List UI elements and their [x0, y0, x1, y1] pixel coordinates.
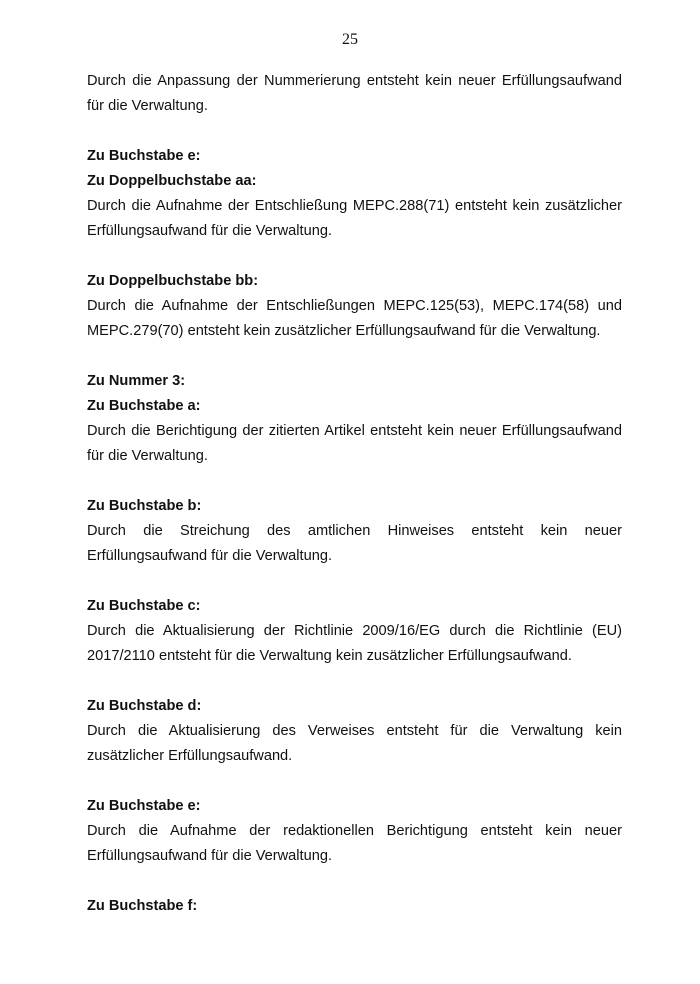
paragraph-spacer	[87, 669, 622, 694]
section-heading: Zu Buchstabe e:	[87, 148, 201, 164]
page-number: 25	[342, 31, 358, 48]
paragraph-spacer	[87, 769, 622, 794]
section-heading: Zu Buchstabe c:	[87, 598, 201, 614]
section-heading: Zu Buchstabe b:	[87, 498, 202, 514]
paragraph-spacer	[87, 469, 622, 494]
body-paragraph: Durch die Aufnahme der Entschließung MEPC.288(71) entsteht kein zusätzlicher Erfüllungsaufwand für die Verwaltung.	[87, 198, 622, 239]
section-heading: Zu Buchstabe a:	[87, 398, 201, 414]
body-paragraph: Durch die Aktualisierung des Verweises entsteht für die Verwaltung kein zusätzlicher Erfüllungsaufwand.	[87, 723, 622, 764]
section-heading: Zu Buchstabe e:	[87, 798, 201, 814]
body-paragraph: Durch die Aufnahme der redaktionellen Berichtigung entsteht kein neuer Erfüllungsaufwand für die Verwaltung.	[87, 823, 622, 864]
paragraph-spacer	[87, 569, 622, 594]
body-paragraph: Durch die Aktualisierung der Richtlinie 2009/16/EG durch die Richtlinie (EU) 2017/2110 entsteht für die Verwaltung kein zusätzlicher Erfüllungsaufwand.	[87, 623, 622, 664]
paragraph-spacer	[87, 869, 622, 894]
body-paragraph: Durch die Streichung des amtlichen Hinweises entsteht kein neuer Erfüllungsaufwand für die Verwaltung.	[87, 523, 622, 564]
paragraph-spacer	[87, 344, 622, 369]
section-heading: Zu Doppelbuchstabe aa:	[87, 173, 257, 189]
section-heading: Zu Doppelbuchstabe bb:	[87, 273, 259, 289]
section-heading: Zu Buchstabe f:	[87, 898, 198, 914]
paragraph-spacer	[87, 244, 622, 269]
section-heading: Zu Buchstabe d:	[87, 698, 202, 714]
section-heading: Zu Nummer 3:	[87, 373, 186, 389]
body-paragraph: Durch die Berichtigung der zitierten Artikel entsteht kein neuer Erfüllungsaufwand für die Verwaltung.	[87, 423, 622, 464]
body-paragraph: Durch die Aufnahme der Entschließungen MEPC.125(53), MEPC.174(58) und MEPC.279(70) entsteht kein zusätzlicher Erfüllungsaufwand für die Verwaltung.	[87, 298, 622, 339]
paragraph-spacer	[87, 119, 622, 144]
body-paragraph: Durch die Anpassung der Nummerierung entsteht kein neuer Erfüllungsaufwand für die Verwaltung.	[87, 73, 622, 114]
document-body	[87, 69, 622, 919]
